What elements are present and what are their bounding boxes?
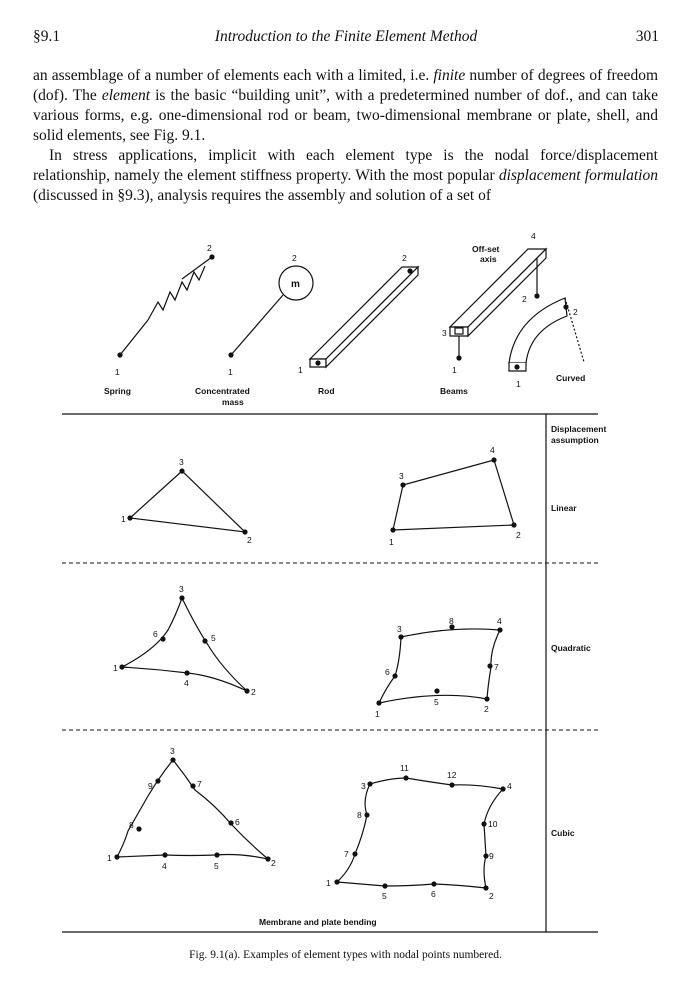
beam-node-2: 2 xyxy=(522,294,527,304)
quad-tri-node-2: 2 xyxy=(251,687,256,697)
lin-tri-node-1: 1 xyxy=(121,514,126,524)
quad-tri-node-1: 1 xyxy=(113,663,118,673)
label-offset-axis-2: axis xyxy=(480,254,497,264)
page-number: 301 xyxy=(635,28,659,45)
cubic-quadrilateral xyxy=(335,776,505,890)
quad-tri-node-6: 6 xyxy=(153,629,158,639)
label-quadratic: Quadratic xyxy=(551,643,591,653)
quad-tri-node-5: 5 xyxy=(211,633,216,643)
cub-quad-node-9: 9 xyxy=(489,851,494,861)
lin-quad-node-3: 3 xyxy=(399,471,404,481)
cub-tri-node-5: 5 xyxy=(214,861,219,871)
cub-tri-node-9: 9 xyxy=(148,781,153,791)
rod-node-2: 2 xyxy=(402,253,407,263)
cub-tri-node-2: 2 xyxy=(271,858,276,868)
quad-tri-node-3: 3 xyxy=(179,584,184,594)
cub-tri-node-4: 4 xyxy=(162,861,167,871)
beam-node-4: 4 xyxy=(531,231,536,241)
cub-quad-node-11: 11 xyxy=(400,763,409,773)
mass-node-2: 2 xyxy=(292,253,297,263)
quad-quad-node-7: 7 xyxy=(494,662,499,672)
label-displacement: Displacement xyxy=(551,424,607,434)
mass-node-1: 1 xyxy=(228,367,233,377)
quad-quad-node-3: 3 xyxy=(397,624,402,634)
label-assumption: assumption xyxy=(551,435,599,445)
cub-tri-node-8: 8 xyxy=(129,820,134,830)
curved-node-1: 1 xyxy=(516,379,521,389)
spring-node-1: 1 xyxy=(115,367,120,377)
quad-quad-node-8: 8 xyxy=(449,616,454,626)
lin-quad-node-1: 1 xyxy=(389,537,394,547)
cub-quad-node-8: 8 xyxy=(357,810,362,820)
table-frame xyxy=(62,414,598,932)
quad-quad-node-4: 4 xyxy=(497,616,502,626)
cubic-triangle xyxy=(115,758,270,861)
linear-triangle xyxy=(128,469,247,534)
quad-quad-node-5: 5 xyxy=(434,697,439,707)
chapter-title: Introduction to the Finite Element Method xyxy=(214,28,478,45)
cub-tri-node-7: 7 xyxy=(197,779,202,789)
rod-element xyxy=(310,267,418,367)
figure-caption: Fig. 9.1(a). Examples of element types with nodal points numbered. xyxy=(189,949,502,961)
label-spring: Spring xyxy=(104,386,131,396)
cub-tri-node-6: 6 xyxy=(235,817,240,827)
section-number: §9.1 xyxy=(33,28,61,45)
linear-quadrilateral xyxy=(391,458,516,532)
lin-quad-node-4: 4 xyxy=(490,445,495,455)
emphasis-displacement-formulation: displacement formulation xyxy=(498,167,658,184)
cub-quad-node-7: 7 xyxy=(344,849,349,859)
cub-tri-node-1: 1 xyxy=(107,853,112,863)
mass-symbol: m xyxy=(291,279,300,290)
spring-element xyxy=(118,255,214,357)
cub-quad-node-2: 2 xyxy=(489,891,494,901)
spring-node-2: 2 xyxy=(207,243,212,253)
lin-quad-node-2: 2 xyxy=(516,530,521,540)
mass-element xyxy=(229,266,313,357)
cub-quad-node-6: 6 xyxy=(431,889,436,899)
label-concentrated: Concentrated xyxy=(195,386,250,396)
quad-tri-node-4: 4 xyxy=(184,678,189,688)
lin-tri-node-2: 2 xyxy=(247,535,252,545)
label-membrane-plate-bending: Membrane and plate bending xyxy=(259,917,377,927)
cub-quad-node-5: 5 xyxy=(382,891,387,901)
paragraph-1: an assemblage of a number of elements each with a limited, i.e. finite number of degrees of freedom (dof). The element is the basic “building unit”, with a predetermined number of dof., and can take various forms, e.g. one-dimensional rod or beam, two-dimensional membrane or plate, shell, and solid elements, see Fig. 9.1. xyxy=(33,67,658,144)
label-cubic: Cubic xyxy=(551,828,575,838)
label-mass: mass xyxy=(222,397,244,407)
cub-quad-node-3: 3 xyxy=(361,781,366,791)
emphasis-element: element xyxy=(101,87,151,104)
label-offset-axis-1: Off-set xyxy=(472,244,500,254)
cub-quad-node-1: 1 xyxy=(326,878,331,888)
beam-node-3: 3 xyxy=(442,328,447,338)
curved-node-2: 2 xyxy=(573,307,578,317)
cub-quad-node-12: 12 xyxy=(447,770,457,780)
quad-quad-node-1: 1 xyxy=(375,709,380,719)
beam-node-1: 1 xyxy=(452,365,457,375)
cub-quad-node-4: 4 xyxy=(507,781,512,791)
paragraph-2: In stress applications, implicit with each element type is the nodal force/displacement relationship, namely the element stiffness property. With the most popular displacement formulation (discussed in §9.3), analysis requires the assembly and solution of a set of xyxy=(33,147,658,204)
quad-quad-node-2: 2 xyxy=(484,704,489,714)
label-rod: Rod xyxy=(318,386,335,396)
cub-tri-node-3: 3 xyxy=(170,746,175,756)
label-beams: Beams xyxy=(440,386,468,396)
quad-quad-node-6: 6 xyxy=(385,667,390,677)
label-curved: Curved xyxy=(556,373,586,383)
lin-tri-node-3: 3 xyxy=(179,457,184,467)
quadratic-quadrilateral xyxy=(377,625,502,705)
rod-node-1: 1 xyxy=(298,365,303,375)
cub-quad-node-10: 10 xyxy=(488,819,498,829)
emphasis-finite: finite xyxy=(433,67,466,84)
label-linear: Linear xyxy=(551,503,577,513)
